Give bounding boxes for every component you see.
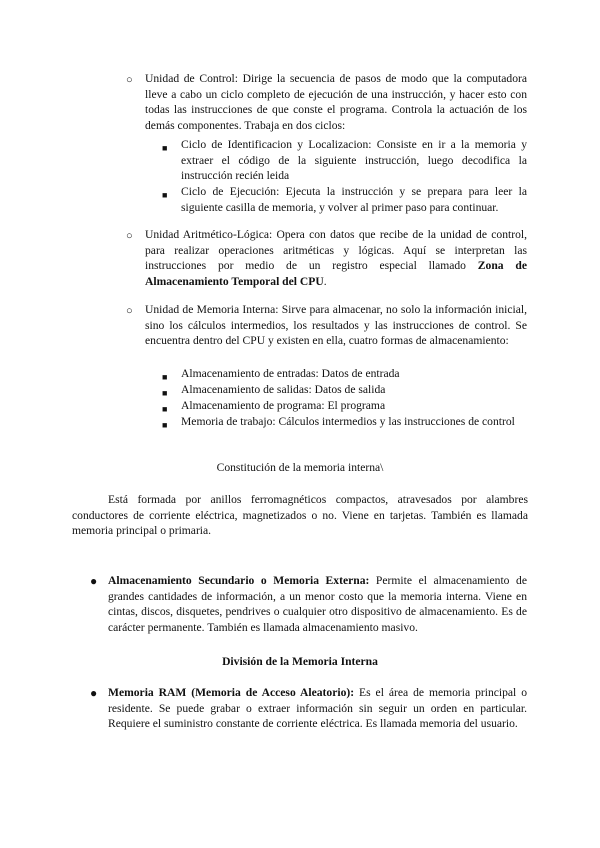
square-bullet-icon: ■ [162,388,168,398]
execution-cycle-item: Ciclo de Ejecución: Ejecuta la instrucción y se prepara para leer la siguiente casilla de memoria, y volver al primer paso para continuar. [181,185,527,214]
internal-memory-paragraph: Unidad de Memoria Interna: Sirve para almacenar, no solo la información inicial, sino los cálculos intermedios, los resultados y las instrucciones de control. Se encuentra dentro del CPU y existen en ella, cuatro formas de almacenamiento: [145,303,527,348]
division-heading-text: División de la Memoria Interna [222,655,378,668]
square-bullet-icon: ■ [162,372,168,382]
square-bullet-icon: ■ [162,143,168,153]
storage-form-item: Almacenamiento de programa: El programa [181,399,386,412]
alu-paragraph [145,227,527,289]
constitution-paragraph: Está formada por anillos ferromagnéticos compactos, atravesados por alambres conductores de corriente eléctrica, magnetizados o no. Viene en tarjetas. También es llamada memoria principal o primaria. [72,493,528,538]
secondary-storage-title: Almacenamiento Secundario o Memoria Externa: [108,574,370,587]
circle-bullet-icon: ○ [126,305,133,317]
storage-form-item: Almacenamiento de entradas: Datos de entrada [181,367,400,380]
circle-bullet-icon: ○ [126,74,133,86]
identification-cycle-item: Ciclo de Identificacion y Localizacion: Consiste en ir a la memoria y extraer el código de la siguiente instrucción, luego decodifica la instrucción recién leida [181,138,527,183]
ram-paragraph [108,685,527,732]
control-unit-paragraph: Unidad de Control: Dirige la secuencia de pasos de modo que la computadora lleve a cabo un ciclo completo de ejecución de una instrucción, y hacer esto con todas las instrucciones de que conste el programa. Controla la actuación de los demás componentes. Trabaja en dos ciclos: [145,72,527,132]
constitution-heading: Constitución de la memoria interna\ [216,461,384,474]
storage-form-item: Almacenamiento de salidas: Datos de salida [181,383,386,396]
square-bullet-icon: ■ [162,404,168,414]
secondary-storage-paragraph [108,573,527,635]
division-heading [72,654,528,670]
alu-text-end: . [323,274,327,288]
square-bullet-icon: ■ [162,190,168,200]
square-bullet-icon: ■ [162,420,168,430]
circle-bullet-icon: ○ [126,230,133,242]
ram-text: Es el área de memoria principal o residente. Se puede grabar o extraer información sin seguir un orden en particular. Requiere el suministro constante de corriente eléctrica. Es llamada memoria del usuario. [108,686,528,731]
disc-bullet-icon: ● [90,574,98,588]
secondary-storage-text: Permite el almacenamiento de grandes cantidades de información, a un menor costo que la memoria interna. Viene en cintas, discos, disquetes, pendrives o cualquier otro dispositivo de almacenamiento. Es de carácter permanente. También es llamada almacenamiento masivo. [108,574,527,634]
disc-bullet-icon: ● [90,686,98,700]
ram-title: Memoria RAM (Memoria de Acceso Aleatorio): [108,686,355,699]
storage-form-item: Memoria de trabajo: Cálculos intermedios y las instrucciones de control [181,415,515,428]
alu-text: Unidad Aritmético-Lógica: Opera con datos que recibe de la unidad de control, para realizar operaciones aritméticas y lógicas. Aquí se interpretan las instrucciones por medio de un registro especial llamado [145,228,527,273]
alu-bold-term: Zona de Almacenamiento Temporal del CPU [145,259,527,288]
